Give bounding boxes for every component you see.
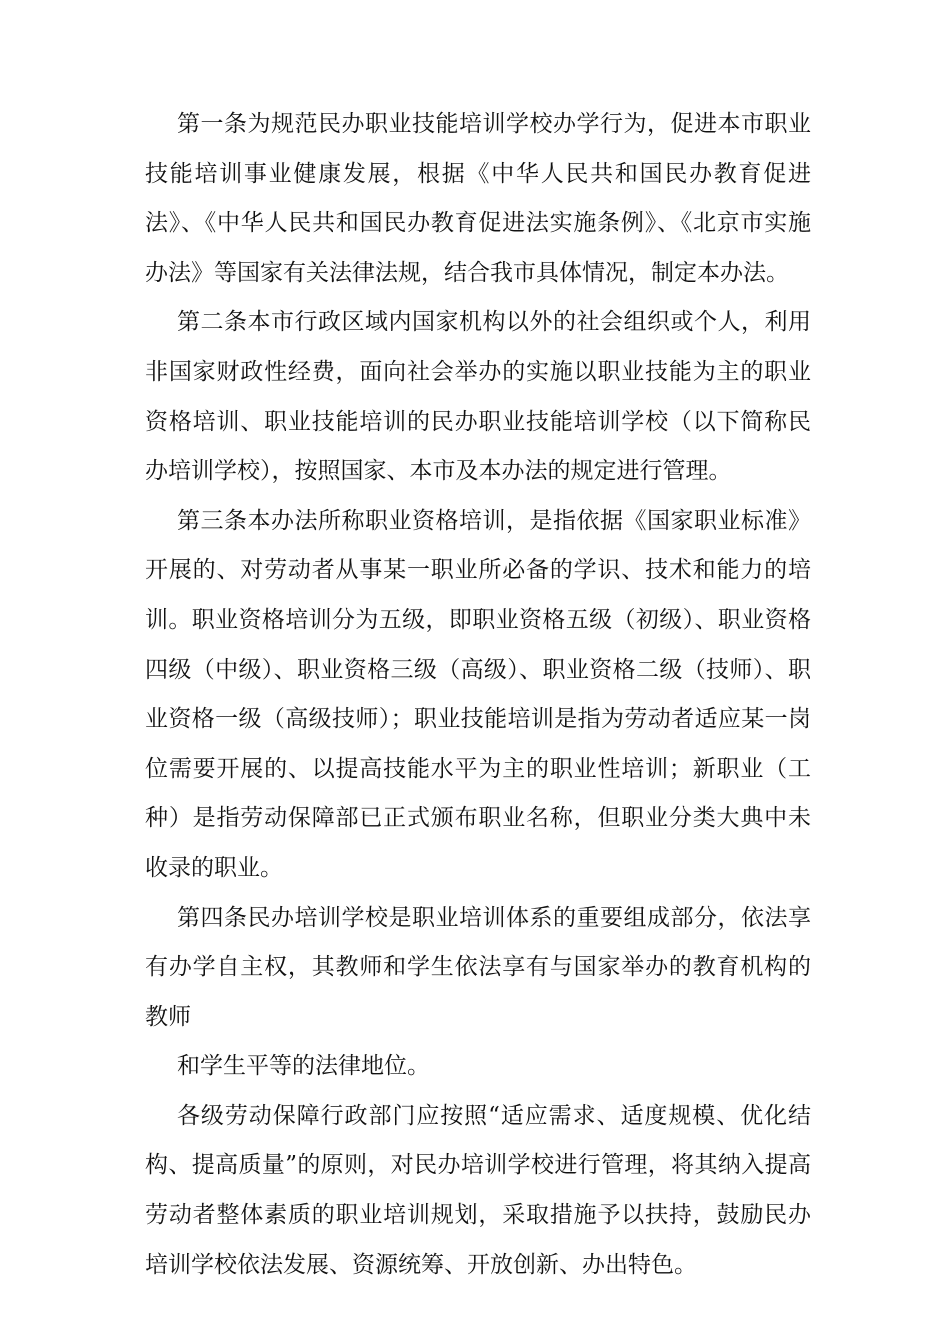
paragraph-article-4-second: 各级劳动保障行政部门应按照“适应需求、适度规模、优化结构、提高质量”的原则，对民办培训学校进行管理，将其纳入提高劳动者整体素质的职业培训规划，采取措施予以扶持，鼓励民办培训学校依法发展、资源统筹、开放创新、办出特色。	[145, 1102, 811, 1278]
paragraph-article-1: 第一条为规范民办职业技能培训学校办学行为，促进本市职业技能培训事业健康发展，根据《中华人民共和国民办教育促进法》、《中华人民共和国民办教育促进法实施条例》、《北京市实施办法》等国家有关法律法规，结合我市具体情况，制定本办法。	[145, 111, 811, 286]
paragraph-article-4-continued: 和学生平等的法律地位。	[177, 1053, 430, 1080]
paragraph-article-4: 第四条民办培训学校是职业培训体系的重要组成部分，依法享有办学自主权，其教师和学生依法享有与国家举办的教育机构的教师	[145, 904, 811, 1030]
paragraph-article-2: 第二条本市行政区域内国家机构以外的社会组织或个人，利用非国家财政性经费，面向社会举办的实施以职业技能为主的职业资格培训、职业技能培训的民办职业技能培训学校（以下简称民办培训学校），按照国家、本市及本办法的规定进行管理。	[145, 309, 811, 485]
document-body	[145, 100, 811, 1290]
paragraph-article-3: 第三条本办法所称职业资格培训，是指依据《国家职业标准》开展的、对劳动者从事某一职业所必备的学识、技术和能力的培训。职业资格培训分为五级，即职业资格五级（初级）、职业资格四级（中级）、职业资格三级（高级）、职业资格二级（技师）、职业资格一级（高级技师）；职业技能培训是指为劳动者适应某一岗位需要开展的、以提高技能水平为主的职业性培训；新职业（工种）是指劳动保障部已正式颁布职业名称，但职业分类大典中未收录的职业。	[145, 507, 811, 881]
